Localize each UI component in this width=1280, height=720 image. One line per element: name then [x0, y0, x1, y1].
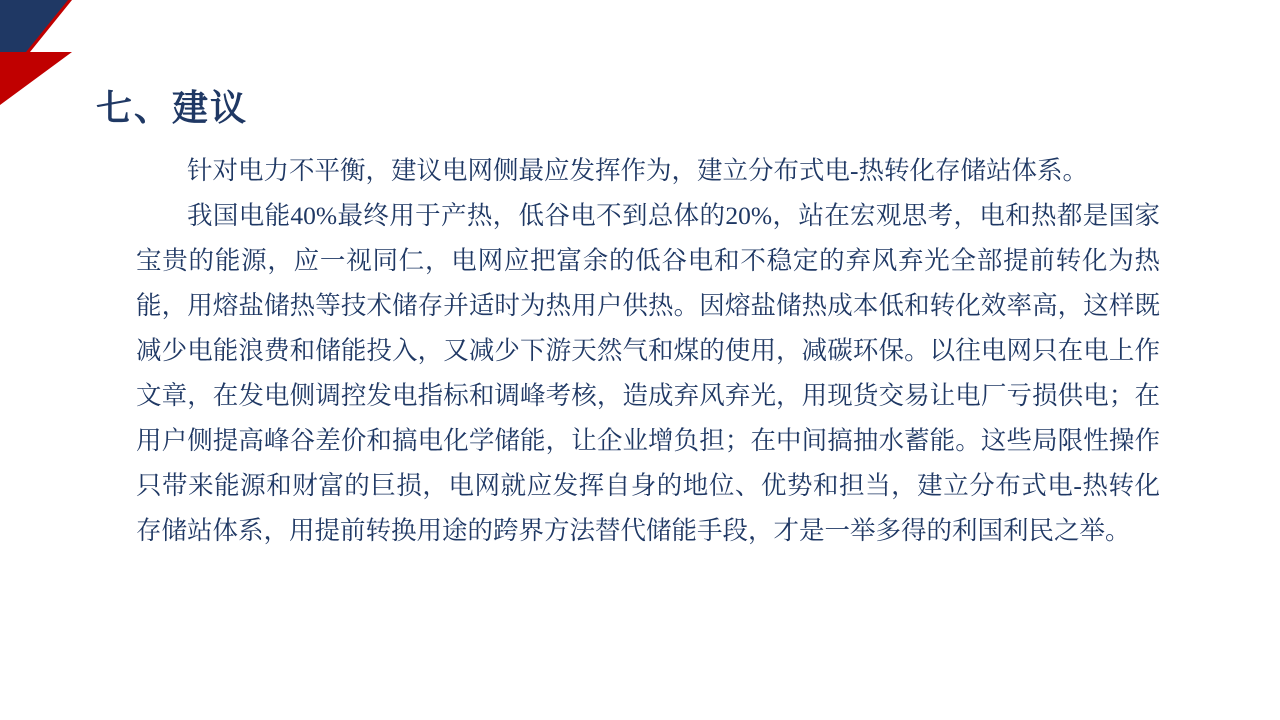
flag-shape-decoration — [0, 0, 90, 105]
slide-body — [136, 148, 1160, 553]
slide-header — [96, 56, 248, 155]
page-title: 七、建议 — [96, 88, 249, 129]
paragraph-1: 针对电力不平衡，建议电网侧最应发挥作为，建立分布式电-热转化存储站体系。 — [187, 156, 1088, 185]
paragraph-2: 我国电能40%最终用于产热，低谷电不到总体的20%，站在宏观思考，电和热都是国家宝贵的能源，应一视同仁，电网应把富余的低谷电和不稳定的弃风弃光全部提前转化为热能，用熔盐储热等技术储存并适时为热用户供热。因熔盐储热成本低和转化效率高，这样既减少电能浪费和储能投入，又减少下游天然气和煤的使用，减碳环保。以往电网只在电上作文章，在发电侧调控发电指标和调峰考核，造成弃风弃光，用现货交易让电厂亏损供电；在用户侧提高峰谷差价和搞电化学储能，让企业增负担；在中间搞抽水蓄能。这些局限性操作只带来能源和财富的巨损，电网就应发挥自身的地位、优势和担当，建立分布式电-热转化存储站体系，用提前转换用途的跨界方法替代储能手段，才是一举多得的利国利民之举。 — [136, 201, 1160, 545]
